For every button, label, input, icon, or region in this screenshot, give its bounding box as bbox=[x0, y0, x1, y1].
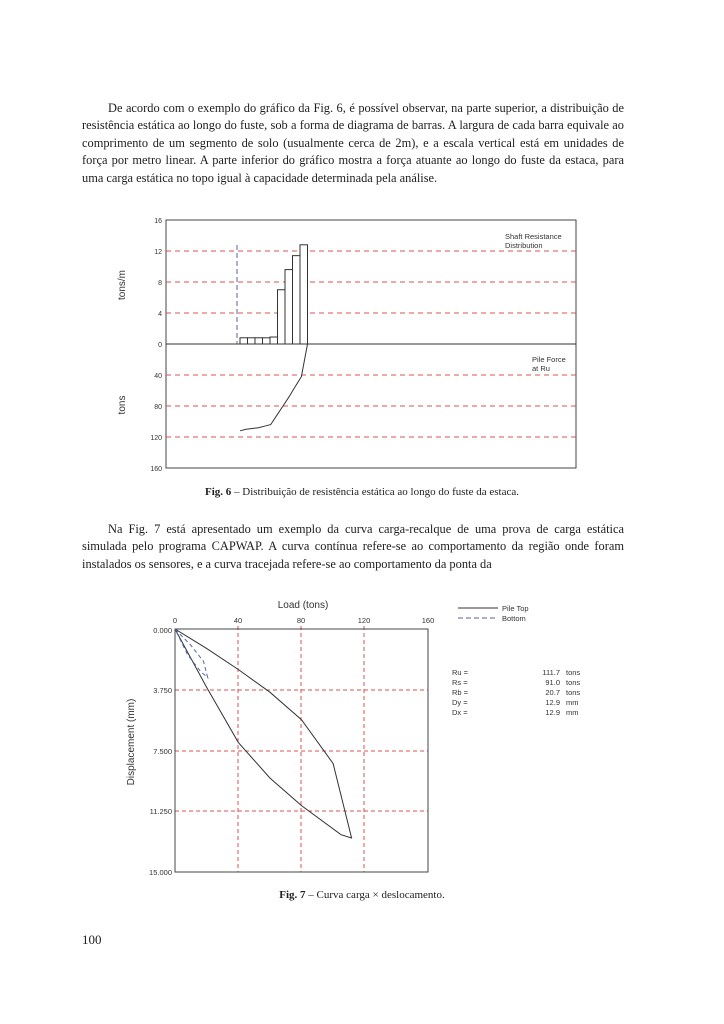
y-tick-label: 15.000 bbox=[149, 868, 172, 877]
figure-6 bbox=[100, 212, 600, 480]
caption-label: Fig. 7 bbox=[279, 889, 306, 901]
tick-label: 160 bbox=[150, 466, 162, 473]
result-unit: tons bbox=[566, 688, 581, 697]
resistance-bar bbox=[240, 338, 248, 344]
legend-pile-top: Pile Top bbox=[502, 604, 529, 613]
caption-text: – Distribuição de resistência estática ao longo do fuste da estaca. bbox=[231, 486, 519, 498]
resistance-bar bbox=[248, 338, 256, 344]
tick-label: 8 bbox=[158, 280, 162, 287]
resistance-bar bbox=[270, 337, 278, 344]
x-tick-label: 40 bbox=[233, 616, 243, 625]
result-value: 12.9 bbox=[545, 708, 560, 717]
upper-axis-label: tons/m bbox=[117, 269, 128, 301]
result-label: Dx = bbox=[452, 708, 468, 717]
y-tick-label: 0.000 bbox=[153, 626, 172, 635]
result-value: 91.0 bbox=[545, 678, 560, 687]
result-label: Rs = bbox=[452, 678, 468, 687]
lower-tick-labels bbox=[150, 373, 162, 473]
tick-label: 120 bbox=[150, 435, 162, 442]
x-tick-label: 120 bbox=[357, 616, 371, 625]
tick-label: 16 bbox=[154, 218, 162, 225]
result-value: 12.9 bbox=[545, 698, 560, 707]
result-value: 111.7 bbox=[542, 668, 560, 677]
tick-label: 4 bbox=[158, 311, 162, 318]
tick-label: 12 bbox=[154, 249, 162, 256]
upper-legend-line-1: Shaft Resistance bbox=[505, 232, 562, 241]
upper-tick-labels bbox=[154, 218, 162, 349]
caption-label: Fig. 6 bbox=[204, 486, 232, 498]
upper-legend-line-2: Distribution bbox=[505, 241, 543, 250]
figure-7 bbox=[120, 594, 600, 880]
resistance-bar bbox=[255, 338, 263, 344]
figure-6-caption bbox=[0, 486, 724, 498]
result-unit: mm bbox=[566, 698, 579, 707]
resistance-bars bbox=[240, 245, 308, 344]
resistance-bar bbox=[300, 245, 308, 344]
y-tick-label: 11.250 bbox=[149, 807, 172, 816]
result-unit: tons bbox=[566, 678, 581, 687]
y-axis-title: Displacement (mm) bbox=[126, 698, 137, 786]
caption-text: – Curva carga × deslocamento. bbox=[305, 889, 445, 901]
result-label: Ru = bbox=[452, 668, 469, 677]
tick-label: 0 bbox=[158, 342, 162, 349]
x-axis-title: Load (tons) bbox=[277, 600, 329, 611]
legend-bottom: Bottom bbox=[502, 614, 526, 623]
results-table bbox=[452, 668, 580, 717]
x-tick-labels bbox=[173, 616, 434, 625]
y-tick-label: 3.750 bbox=[153, 686, 172, 695]
figure-7-caption bbox=[0, 889, 724, 901]
resistance-bar bbox=[278, 290, 286, 344]
page-number: 100 bbox=[82, 932, 102, 947]
x-tick-label: 160 bbox=[421, 616, 435, 625]
paragraph-2: Na Fig. 7 está apresentado um exemplo da curva carga-recalque de uma prova de carga estática simulada pelo programa CAPWAP. A curva contínua refere-se ao comportamento da região onde foram instalados os sensores, e a curva tracejada refere-se ao comportamento da ponta da bbox=[82, 522, 624, 571]
lower-legend-line-1: Pile Force bbox=[532, 355, 566, 364]
lower-axis-label: tons bbox=[117, 395, 128, 415]
y-tick-label: 7.500 bbox=[153, 747, 172, 756]
result-value: 20.7 bbox=[545, 688, 560, 697]
resistance-bar bbox=[263, 338, 271, 344]
fig7-grid bbox=[175, 626, 428, 872]
result-label: Dy = bbox=[452, 698, 468, 707]
resistance-bar bbox=[293, 256, 301, 344]
paragraph-1: De acordo com o exemplo do gráfico da Fig. 6, é possível observar, na parte superior, a distribuição de resistência estática ao longo do fuste, sob a forma de diagrama de barras. A largura de cada barra equivale ao comprimento de um segmento de solo (usualmente cerca de 2m), e a escala vertical está em unidades de força por metro linear. A parte inferior do gráfico mostra a força atuante ao longo do fuste da estaca, para uma carga estática no topo igual à capacidade determinada pela análise. bbox=[82, 101, 624, 185]
tick-label: 80 bbox=[154, 404, 162, 411]
result-label: Rb = bbox=[452, 688, 469, 697]
pile-top-curve bbox=[175, 629, 352, 838]
x-tick-label: 0 bbox=[172, 616, 178, 625]
result-unit: tons bbox=[566, 668, 581, 677]
y-tick-labels bbox=[149, 626, 172, 877]
tick-label: 40 bbox=[154, 373, 162, 380]
lower-legend-line-2: at Ru bbox=[532, 364, 550, 373]
result-unit: mm bbox=[566, 708, 579, 717]
resistance-bar bbox=[285, 270, 293, 344]
x-tick-label: 80 bbox=[296, 616, 306, 625]
bottom-curve bbox=[175, 629, 208, 678]
pile-force-curve bbox=[240, 344, 308, 431]
